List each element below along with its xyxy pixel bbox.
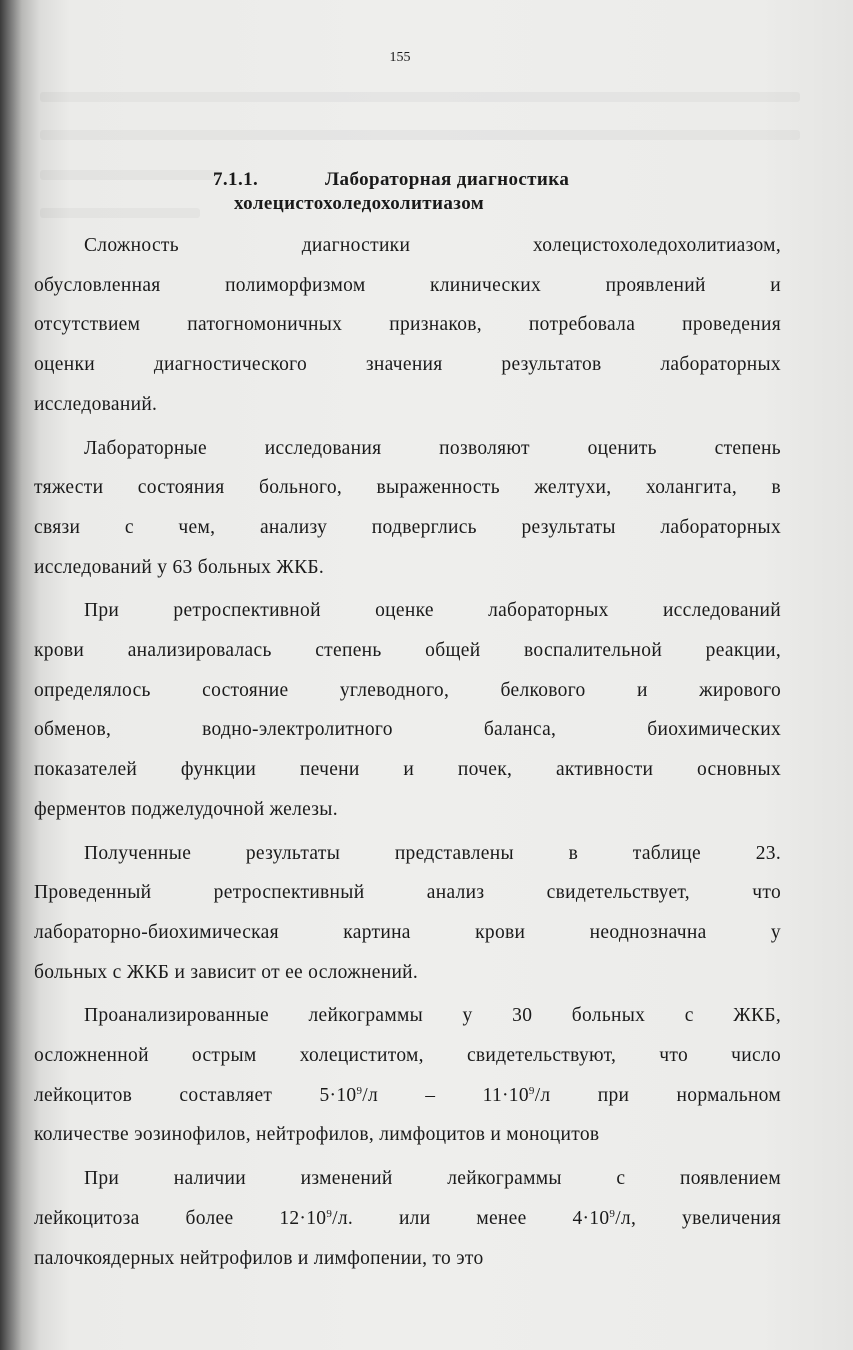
section-title-line2: холецистохоледохолитиазом [234, 193, 485, 214]
paragraph [34, 429, 781, 588]
text-line: Проанализированные лейкограммы у 30 больных с ЖКБ, [84, 1005, 781, 1027]
section-title-line1: Лабораторная диагностика [325, 169, 570, 190]
text-line: отсутствием патогномоничных признаков, потребовала проведения [34, 314, 781, 336]
bleed-through-line [40, 130, 800, 140]
page-number: 155 [389, 50, 411, 65]
paragraph [34, 1159, 781, 1278]
text-line: связи с чем, анализу подверглись результаты лабораторных [34, 516, 781, 538]
text-line: Проведенный ретроспективный анализ свидетельствует, что [34, 882, 781, 904]
paragraph [34, 591, 781, 829]
text-line: тяжести состояния больного, выраженность желтухи, холангита, в [34, 477, 781, 499]
text-line: Полученные результаты представлены в таблице 23. [84, 842, 781, 864]
section-heading [80, 168, 780, 216]
text-line: исследований. [34, 393, 158, 415]
text-line: обменов, водно-электролитного баланса, биохимических [34, 719, 781, 741]
text-line: При ретроспективной оценке лабораторных исследований [84, 600, 781, 622]
paragraph [34, 834, 781, 993]
paragraph [34, 226, 781, 425]
paragraph [34, 996, 781, 1155]
exponent: 9 [326, 1207, 333, 1220]
text-line: лейкоцитов составляет $5\cdot 10^9/л - 11\cdot 10^9/л$ при нормальном [34, 1084, 782, 1106]
exponent: 9 [356, 1084, 363, 1097]
exponent: 9 [528, 1084, 535, 1097]
text-line: лейкоцитоза более $12\cdot 10^9/л$. или менее $4\cdot 10^9/л$, увеличения [34, 1207, 781, 1229]
text-line: осложненной острым холециститом, свидетельствуют, что число [34, 1045, 781, 1067]
body-text [34, 226, 781, 1278]
text-line: обусловленная полиморфизмом клинических проявлений и [34, 274, 781, 296]
text-line: определялось состояние углеводного, белкового и жирового [34, 679, 781, 701]
text-line: лабораторно-биохимическая картина крови неоднозначна у [34, 921, 781, 943]
exponent: 9 [609, 1207, 616, 1220]
text-line: ферментов поджелудочной железы. [34, 798, 338, 820]
section-number: 7.1.1. [213, 169, 259, 190]
text-line: количестве эозинофилов, нейтрофилов, лимфоцитов и моноцитов [34, 1124, 600, 1146]
text-line: При наличии изменений лейкограммы с появлением [84, 1168, 781, 1190]
text-line: показателей функции печени и почек, активности основных [34, 759, 781, 781]
text-line: палочкоядерных нейтрофилов и лимфопении, то это [34, 1247, 484, 1269]
text-line: крови анализировалась степень общей воспалительной реакции, [34, 640, 781, 662]
text-line: исследований у 63 больных ЖКБ. [34, 556, 325, 578]
text-line: Сложность диагностики холецистохоледохолитиазом, [84, 235, 781, 256]
text-line: больных с ЖКБ и зависит от ее осложнений. [34, 961, 419, 983]
bleed-through-line [40, 92, 800, 102]
text-line: оценки диагностического значения результатов лабораторных [34, 354, 781, 376]
text-line: Лабораторные исследования позволяют оценить степень [84, 437, 781, 459]
